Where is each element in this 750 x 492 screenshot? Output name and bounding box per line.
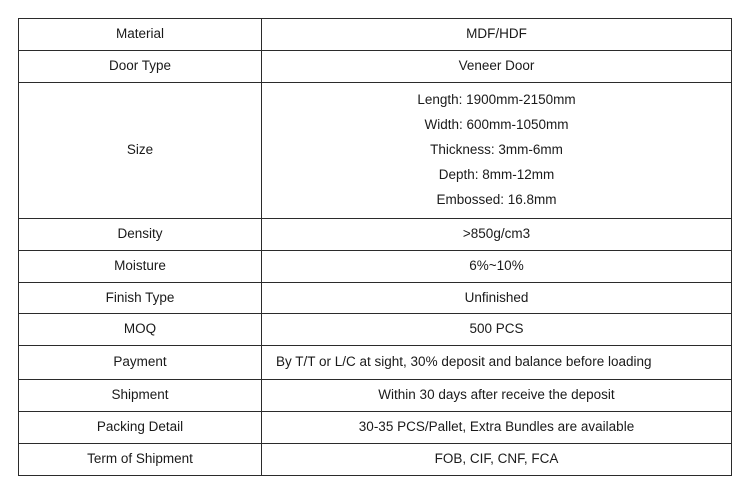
table-row (19, 50, 732, 82)
row-label: Size (19, 82, 262, 218)
row-value: MDF/HDF (262, 19, 732, 51)
row-label: Term of Shipment (19, 444, 262, 476)
table-row (19, 444, 732, 476)
table-row (19, 218, 732, 250)
row-label: Density (19, 218, 262, 250)
row-value: 500 PCS (262, 314, 732, 346)
row-value: Unfinished (262, 282, 732, 314)
size-line: Depth: 8mm-12mm (438, 166, 555, 182)
row-value: 30-35 PCS/Pallet, Extra Bundles are available (262, 412, 732, 444)
row-value: Veneer Door (262, 50, 732, 82)
specification-table (18, 18, 732, 476)
table-row (19, 282, 732, 314)
row-value: >850g/cm3 (262, 218, 732, 250)
size-line: Width: 600mm-1050mm (424, 116, 569, 132)
table-row (19, 380, 732, 412)
row-value: 6%~10% (262, 250, 732, 282)
row-label: MOQ (19, 314, 262, 346)
table-row (19, 346, 732, 380)
row-label: Packing Detail (19, 412, 262, 444)
row-label: Door Type (19, 50, 262, 82)
table-row (19, 314, 732, 346)
size-line: Thickness: 3mm-6mm (430, 141, 563, 157)
row-value: FOB, CIF, CNF, FCA (262, 444, 732, 476)
table-row (19, 82, 732, 218)
row-label: Material (19, 19, 262, 51)
row-value: By T/T or L/C at sight, 30% deposit and balance before loading (262, 346, 732, 380)
table-row (19, 412, 732, 444)
table-row (19, 19, 732, 51)
row-label: Finish Type (19, 282, 262, 314)
row-value (262, 82, 732, 218)
row-label: Payment (19, 346, 262, 380)
size-line: Length: 1900mm-2150mm (417, 91, 576, 107)
table-row (19, 250, 732, 282)
size-line: Embossed: 16.8mm (436, 191, 557, 207)
row-label: Moisture (19, 250, 262, 282)
row-label: Shipment (19, 380, 262, 412)
row-value: Within 30 days after receive the deposit (262, 380, 732, 412)
